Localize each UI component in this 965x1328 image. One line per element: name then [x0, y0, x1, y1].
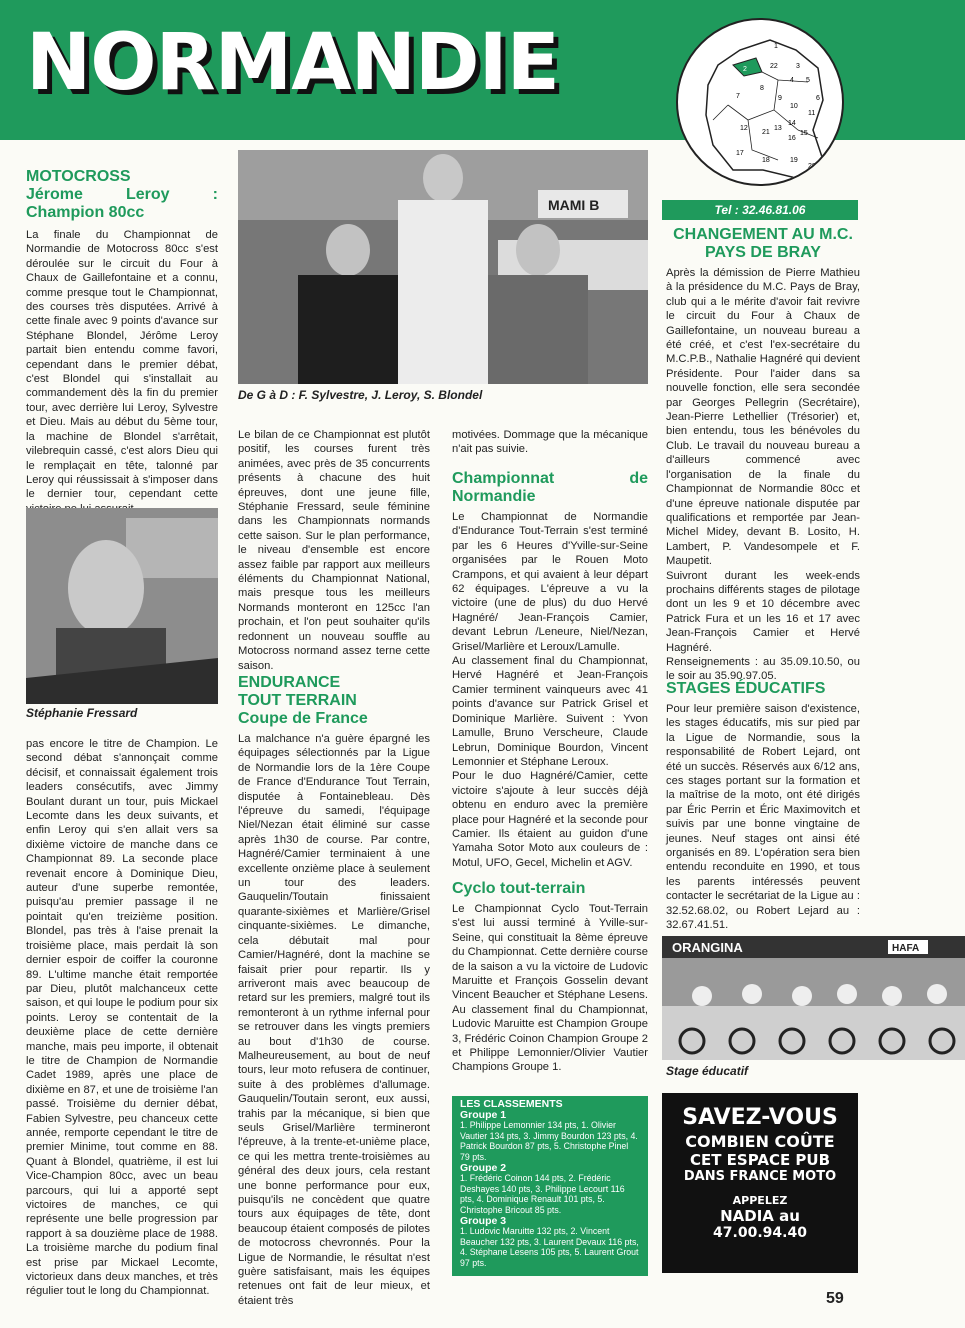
girl-photo: [26, 508, 218, 704]
map-region-label: 15: [800, 130, 808, 137]
map-region-label: 10: [790, 103, 798, 110]
stage-photo-graphic: [662, 936, 965, 1060]
classements-title: LES CLASSEMENTS: [460, 1098, 563, 1110]
classements-group-text: 1. Frédéric Coinon 144 pts, 2. Frédéric Deshayes 140 pts, 3. Philippe Lecourt 116 pts, 4. Dominique Renault 101 pts, 5. Christophe Bricout 85 pts.: [460, 1173, 625, 1215]
classements-box: [452, 1096, 648, 1276]
endurance-paragraph: motivées. Dommage que la mécanique n'ait pas suivie.: [452, 429, 648, 456]
motocross-column-bottom: [26, 737, 218, 1299]
map-region-label: 3: [796, 63, 800, 70]
map-region-label: 2c: [832, 179, 840, 186]
ad-line: NADIA au: [720, 1207, 800, 1225]
map-region-label: 18: [762, 157, 770, 164]
changement-paragraph: Après la démission de Pierre Mathieu à la présidence du M.C. Pays de Bray, club qui a le mérite d'avoir fait revivre le circuit du Four à Chaux de Gaillefontaine, un nouveau bureau a été créé, et c'est l'ex-secrétaire du M.C.P.B., Nathalie Hagnéré qui devient Présidente. Pour l'aider dans sa nouvelle fonction, elle sera secondée par Georges Pellegrin (Secrétaire), Jean-Pierre Lethellier (Trésorier) et, bien entendu, tous les bénévoles du Club. Le travail du nouveau bureau a d'ailleurs commencé avec l'organisation de la finale du Championnat de Normandie 80cc et d'une épreuve nationale disputée par qualifications et remportée par Jean-Michel Midey, devant B. Losito, H. Lambert, P. Vandesompele et F. Maupetit.: [666, 267, 860, 568]
endurance-paragraph: La malchance n'a guère épargné les équipages sélectionnés par la Ligue de Normandie lors de la 1ère Coupe de France d'Endurance Tout Terrain, disputée à Fontainebleau. Dès l'épreuve du samedi, l'équipage Niel/Nezan était éliminé sur casse après 1h30 de course. Par contre, Hagnéré/Camier terminaient à une excellente onzième place à seulement un tour des leaders. Gauquelin/Toutain finissaient quarante-sixièmes et Marlière/Grisel cinquante-sixièmes. Le dimanche, cela débutait mal pour Camier/Hagnéré, dont la machine se faisait prier pour repartir. Ils y arriveront mais avec beaucoup de retard sur les premiers, malgré tout ils remonteront à un rythme infernal pour se retrouver dans les vingts premiers au bout d'1h30 de course. Malheureusement, au bout de neuf tours, leur moto refusera de continuer, suite à des problèmes d'allumage. Gauquelin/Toutain seront, eux aussi, trahis par la mécanique, si bien que seuls Grisel/Marlière termineront l'épreuve, à la trente-et-unième place, ce qui les mettra trente-troisièmes au général des deux jours, cela restant une bonne performance pour eux, puisqu'ils ne concèdent que quatre tours aux équipages de tête, dont beaucoup étaient composés de pilotes de motocross chevronnés. Pour la Ligue de Normandie, le résultat n'est guère satisfaisant, mais les équipes retenues ont fait de leur mieux, et étaient très: [238, 733, 430, 1307]
endurance-column: [238, 674, 430, 1308]
endurance-tail: [452, 428, 648, 457]
stages-column: [666, 680, 860, 933]
map-region-label: 6: [816, 95, 820, 102]
map-region-label: 21: [762, 129, 770, 136]
stage-banner-text: ORANGINA: [672, 940, 743, 955]
stages-title: STAGES ÉDUCATIFS: [666, 680, 826, 697]
podium-banner-text: MAMI B: [548, 197, 600, 213]
map-region-label: 22: [770, 63, 778, 70]
motocross-title: Jérome Leroy : Champion 80cc: [26, 186, 218, 221]
changement-paragraph: Renseignements : au 35.09.10.50, ou le soir au 35.90.97.05.: [666, 655, 860, 683]
telephone-banner: Tel : 32.46.81.06: [662, 200, 858, 220]
stage-banner-text: HAFA: [892, 943, 920, 954]
ad-line: CET ESPACE PUB: [689, 1151, 831, 1169]
girl-photo-graphic: [26, 508, 218, 704]
podium-photo-caption: De G à D : F. Sylvestre, J. Leroy, S. Blondel: [238, 388, 483, 402]
motocross-column-top: [26, 168, 218, 516]
ad-line: SAVEZ-VOUS: [682, 1105, 838, 1130]
map-region-label: 7: [736, 93, 740, 100]
map-region-label: 2: [743, 66, 747, 73]
championnat-paragraph: Au classement final du Championnat, Hervé Hagnéré et Jean-François Camier terminent vainqueurs avec 41 points d'avance sur Patrick Grisel et Dominique Marlière. Suivent : Yvon Lamulle, Bruno Verscheure, Claude Lebrun, Dominique Bourdon, Vincent Lemonnier et Stéphane Leroux.: [452, 655, 648, 768]
map-region-label: 12: [740, 125, 748, 132]
france-map: [676, 18, 844, 186]
map-region-label: 13: [774, 125, 782, 132]
map-region-label: 11: [808, 110, 816, 117]
stage-photo: [662, 936, 965, 1060]
stages-paragraph: Pour leur première saison d'existence, les stages éducatifs, mis sur pied par la Ligue de Normandie, sous la responsabilité de Robert Lejard, ont été un succès. Réservés aux 6/12 ans, ces stages portant sur la formation et la maîtrise de la moto, ont été dirigés par Éric Perrin et Éric Maximovitch et suivis par une bonne vingtaine de jeunes. Neuf stages ont ainsi été organisés en 89. L'opération sera bien entendu reconduite en 1990, et tous les parents intéressés peuvent contacter le secrétariat de la Ligue au : 32.52.68.02, ou Robert Lejard au : 32.67.41.51.: [666, 703, 860, 932]
map-region-label: 5: [806, 77, 810, 84]
endurance-title-2: TOUT TERRAIN: [238, 692, 357, 709]
map-region-label: 9: [778, 95, 782, 102]
championnat-title: Championnat de Normandie: [452, 470, 648, 505]
map-region-label: 4: [790, 77, 794, 84]
map-region-label: 8: [760, 85, 764, 92]
cyclo-paragraph: Le Championnat Cyclo Tout-Terrain s'est lui aussi terminé à Yville-sur-Seine, qui constituait la 8ème épreuve du Championnat. Cette dernière course de la saison a vu la victoire de Ludovic Maruitte et François Gosselin devant Vincent Beaucher et Stéphane Lesens. Au classement final du Championnat, Ludovic Maruitte est Champion Groupe 3, Frédéric Coinon Champion Groupe 2 et Philippe Lemonnier/Olivier Vautier Champions Groupe 1.: [452, 903, 648, 1074]
podium-photo: [238, 150, 648, 384]
map-region-label: 20: [808, 163, 816, 170]
motocross-paragraph: Le bilan de ce Championnat est plutôt positif, les courses furent très animées, avec près de 35 concurrents présents à chacune des huit épreuves, dont une jeune fille, Stéphanie Fressard, seule féminine dans les Championnats normands cette saison. Sur le plan performance, le niveau d'ensemble est encore assez faible par rapport aux meilleurs éléments du Championnat National, mais presque tous les meilleurs Normands monteront en 125cc l'an prochain, et l'on peut souhaiter qu'ils redonnent un nouveau souffle au Motocross normand assez terne cette saison.: [238, 429, 430, 672]
advertisement-box: [662, 1093, 858, 1273]
map-region-label: 19: [790, 157, 798, 164]
stage-photo-caption: Stage éducatif: [666, 1064, 749, 1078]
changement-paragraph: Suivront durant les week-ends prochains différents stages de pilotage dont un les 9 et 10 décembre avec Patrick Fura et un les 16 et 17 avec Jean-François Camier et Hervé Hagnéré.: [666, 569, 860, 654]
ad-line: COMBIEN COÛTE: [685, 1132, 835, 1151]
girl-photo-caption: Stéphanie Fressard: [26, 706, 138, 720]
map-region-label: 16: [788, 135, 796, 142]
changement-title: CHANGEMENT AU M.C. PAYS DE BRAY: [673, 226, 853, 261]
ad-line: DANS FRANCE MOTO: [683, 1169, 837, 1184]
map-region-label: 17: [736, 150, 744, 157]
endurance-title-1: ENDURANCE: [238, 674, 341, 691]
podium-photo-graphic: [238, 150, 648, 384]
classements-group-text: 1. Ludovic Maruitte 132 pts, 2. Vincent Beaucher 132 pts, 3. Laurent Devaux 116 pts, 4. Stéphane Lesens 105 pts, 5. Laurent Grout 97 pts.: [460, 1226, 639, 1268]
classements-group-name: Groupe 3: [460, 1214, 507, 1227]
cyclo-title: Cyclo tout-terrain: [452, 880, 586, 897]
motocross-paragraph: pas encore le titre de Champion. Le second débat s'annonçait comme décisif, et connaissait également trois leaders consécutifs, avec Jimmy Boulant durant un tour, puis Mickael Lecomte dans les deux suivants, et enfin Leroy qui s'en allait vers sa dixième victoire de manche dans ce Championnat 89. La seconde place revenait encore à Dominique Dieu, auteur d'une superbe remontée, puisqu'au premier passage il ne pointait qu'en treizième position. Blondel, pas très à l'aise prenait la troisième place, mais perdait là son dernier espoir de coiffer la couronne 89. L'ultime manche était remportée par Dieu, plutôt malchanceux cette saison, et qui loupe le podium pour six points. Leroy se contentait de la deuxième place de cette dernière manche, mais peu importe, il obtenait le titre de Champion de Normandie Cadet 1989, après une place de dixième en 87, et une de troisième l'an passé. Troisième du dernier débat, Fabien Sylvestre, peu chanceux cette année, remporte cependant le titre de premier Minime, tout comme en 88. Quant à Blondel, quatrième, il est lui Vice-Champion 80cc, avec un beau parcours, qui lui a apporté sept victoires de manches, ce qui représente une belle progression par rapport à sa douzième place de 1988. La troisième marche du podium final est prise par Mickael Lecomte, victorieux dans deux manches, et très régulier tout le long du Championnat.: [26, 738, 218, 1298]
classements-group-name: Groupe 1: [460, 1108, 507, 1121]
ad-phone: 47.00.94.40: [713, 1225, 807, 1241]
motocross-continuation: [238, 428, 430, 673]
cyclo-column: [452, 880, 648, 1075]
page-title: NORMANDIE: [26, 18, 559, 108]
championnat-paragraph: Pour le duo Hagnéré/Camier, cette victoire s'ajoute à leur succès déjà obtenu en enduro avec la première place pour Hagnéré et la seconde pour Camier. Ils étaient au guidon d'une Yamaha Sotor Moto aux couleurs de : Motul, UFO, Gecel, Michelin et AGV.: [452, 770, 648, 869]
motocross-kicker: MOTOCROSS: [26, 168, 131, 185]
endurance-title-3: Coupe de France: [238, 710, 368, 727]
ad-line: APPELEZ: [732, 1194, 788, 1207]
classements-group-text: 1. Philippe Lemonnier 134 pts, 1. Olivier Vautier 134 pts, 3. Jimmy Bourdon 123 pts, 4. Patrick Bourdon 87 pts, 5. Christophe Pinel 79 pts.: [460, 1120, 638, 1162]
championnat-paragraph: Le Championnat de Normandie d'Endurance Tout-Terrain s'est terminé par les 6 Heures d'Yville-sur-Seine organisées par le Rouen Moto Crampons, et qui avaient à leur départ 62 équipages. L'épreuve a vu la victoire (une de plus) du duo Hervé Hagnéré/ Jean-François Camier, devant Lebrun /Leneure, Niel/Nezan, Grisel/Marlière et Leroux/Lamulle.: [452, 511, 648, 653]
classements-group-name: Groupe 2: [460, 1161, 507, 1174]
map-region-label: 14: [788, 120, 796, 127]
championnat-column: [452, 470, 648, 870]
france-map-graphic: [678, 20, 844, 186]
page-number: 59: [826, 1290, 844, 1307]
changement-column: [666, 226, 860, 684]
map-region-label: 1: [774, 43, 778, 50]
motocross-paragraph: La finale du Championnat de Normandie de Motocross 80cc s'est déroulée sur le circuit du Four à Chaux de Gaillefontaine et a connu, comme presque tout le Championnat, des courses très disputées. Arrivé à cette finale avec 9 points d'avance sur Stéphane Blondel, Jérôme Leroy partait bien entendu comme favori, cependant dans le premier débat, c'est Blondel qui s'installait au commandement dès la fin du premier tour, avec derrière lui Leroy, Sylvestre et Dieu. Mais au début du 5ème tour, la machine de Blondel s'arrêtait, vilebrequin cassé, c'est alors Dieu qui le remplaçait en tête, talonné par Leroy qui réussissait à s'imposer dans le dernier tour, cependant cette: [26, 229, 218, 501]
